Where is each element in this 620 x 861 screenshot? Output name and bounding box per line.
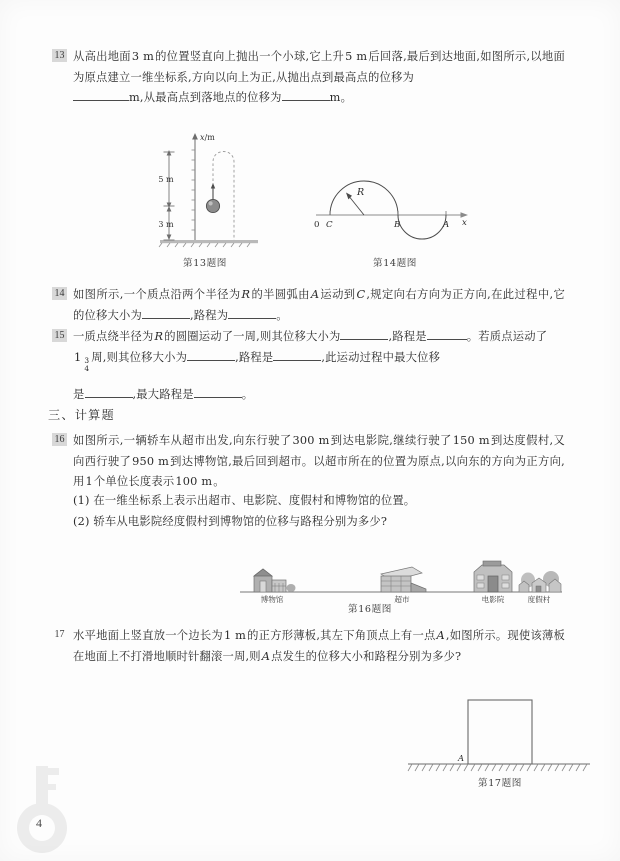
building-museum [254,569,296,592]
label-point-A: A [458,753,465,763]
figure-17 [404,692,594,774]
axis-label-x-m: x/m [200,133,215,142]
p16-text-b: 到达电影院,继续行驶了 [330,434,452,447]
axis-point-ticks [330,211,446,215]
p17-text-c: ,如图所示。现使该薄板在地面上不打滑地顺时针翻滚一周,则 [73,629,566,663]
p17-text-a: 水平地面上竖直放一个边长为 [73,629,223,642]
figure-16-caption: 第16题图 [348,604,392,615]
p15-last-a: 是 [73,388,85,401]
p14-text-b: 的半圆弧由 [251,288,310,301]
label-5m: 5 m [158,175,174,184]
problem-15 [52,327,565,374]
figure-13-caption: 第13题图 [183,258,227,269]
velocity-arrowhead [211,183,215,189]
figure-14-svg [310,175,480,253]
axis-ticks [192,150,196,230]
p15-answer-blank-4[interactable] [273,360,321,361]
label-supermarket: 超市 [394,595,410,604]
label-resort: 度假村 [527,595,551,604]
p15-answer-blank-6[interactable] [194,397,242,398]
p14-text-f: 。 [276,308,288,322]
ball [206,199,219,212]
p15-answer-blank-3[interactable] [187,360,235,361]
p15-text-d: 。若质点运动了 [466,330,548,343]
p16-value-950m: 950 m [132,454,170,468]
problem-17-text [73,626,565,667]
ground-hatching [159,243,250,247]
problem-13 [52,47,565,109]
p14-answer-blank-1[interactable] [142,318,190,319]
p15-text-e: 周,则其位移大小为 [91,350,188,364]
label-x: x [462,218,467,228]
problem-number-badge: 14 [52,287,67,300]
problem-number-badge: 15 [52,329,67,342]
p16-text-f: 。 [213,475,225,488]
p16-text-c: 到达度假村,又向西行驶了 [73,434,565,468]
p15-text-c: ,路程是 [388,330,427,343]
ground-hatching [408,764,587,771]
p16-value-150m: 150 m [452,434,490,447]
p13-value-5m: 5 m [345,50,368,63]
p17-symbol-A: A [436,629,445,642]
p15-answer-blank-5[interactable] [85,397,133,398]
building-cinema [474,561,512,592]
label-museum: 博物馆 [260,595,284,604]
problem-16-text [73,431,565,493]
p13-value-3m: 3 m [131,50,155,63]
p13-unit-2: m。 [329,91,353,104]
p14-text-e: ,路程为 [189,308,229,322]
p13-answer-blank-2[interactable] [282,100,330,101]
p15-fraction [82,357,91,374]
figure-17-caption: 第17题图 [478,778,522,789]
p13-answer-blank-1[interactable] [73,100,129,101]
label-R: R [357,187,365,198]
ground-bar [160,240,258,243]
axis-arrowhead [461,212,469,218]
label-B: B [394,220,401,230]
problem-number-badge: 17 [54,629,65,640]
figure-13 [150,128,260,250]
problem-13-text [73,47,565,109]
p16-value-1: 1 [85,475,93,488]
problem-16-sub-1: (1) 在一维坐标系上表示出超市、电影院、度假村和博物馆的位置。 [73,494,416,507]
figure-14 [310,175,480,253]
p13-text-b: 的位置竖直向上抛出一个小球,它上升 [155,50,345,63]
label-cinema: 电影院 [481,595,505,604]
p15-text-b: 的圆圈运动了一周,则其位移大小为 [164,330,341,343]
problem-14-text [73,285,565,326]
problem-16 [52,431,565,493]
p15-answer-blank-1[interactable] [340,339,388,340]
p14-symbol-R: R [241,288,251,301]
problem-number-badge: 16 [52,433,67,446]
axis-arrowhead [192,133,198,140]
p14-symbol-A: A [310,288,320,301]
trajectory-path [213,152,234,241]
fraction-denominator: 4 [84,364,90,374]
fraction-numerator: 3 [84,356,90,366]
p15-last-c: 。 [241,388,254,401]
p16-text-e: 个单位长度表示 [93,475,175,488]
problem-15-text [73,327,547,374]
p17-text-b: 的正方形薄板,其左下角顶点上有一点 [247,629,436,642]
p14-symbol-C: C [356,288,366,301]
radius-line [348,195,364,215]
p15-mixed-int: 1 [74,350,82,364]
page-number: 4 [36,816,42,830]
building-supermarket [381,567,426,592]
p17-symbol-A2: A [261,649,271,663]
p16-text-a: 如图所示,一辆轿车从超市出发,向东行驶了 [73,434,292,447]
label-A: A [443,220,450,230]
lower-arc [398,215,446,239]
p15-symbol-R: R [154,330,164,343]
label-C: C [326,220,333,230]
p16-value-100m: 100 m [175,475,213,488]
p15-answer-blank-2[interactable] [427,339,467,340]
p16-text-d: 到达博物馆,最后回到超市。以超市所在的位置为原点,以向东的方向为正方向,用 [73,454,565,488]
p17-text-d: 点发生的位移大小和路程分别为多少? [271,649,462,663]
section-heading: 三、计算题 [48,408,115,422]
figure-13-svg [150,128,260,250]
figure-16 [236,552,566,604]
p14-text-d: ,规定向右方向为正方向,在此过程中,它的位移大小为 [73,288,566,322]
p15-last-b: ,最大路程是 [132,388,194,401]
problem-17 [52,626,565,667]
problem-14 [52,285,565,326]
figure-17-svg [404,692,594,774]
label-3m: 3 m [158,220,174,229]
p15-text-a: 一质点绕半径为 [73,330,154,343]
problem-16-sub-2: (2) 轿车从电影院经度假村到博物馆的位移与路程分别为多少? [73,515,388,528]
problem-15-last-line [73,386,253,402]
p13-text-a: 从高出地面 [73,50,131,63]
p13-unit-1: m,从最高点到落地点的位移为 [129,91,282,104]
figure-16-svg [236,552,566,604]
p14-text-a: 如图所示,一个质点沿两个半径为 [73,288,241,301]
p17-value-1m: 1 m [223,629,247,642]
p14-text-c: 运动到 [320,288,356,301]
figure-14-caption: 第14题图 [373,258,417,269]
p15-text-f: ,路程是 [235,350,274,364]
p13-text-c: 后回落,最后到达地面,如图所示,以地面为原点建立一维坐标系,方向以向上为正,从抛出点到最高点的位移为 [73,50,566,84]
p15-text-g: ,此运动过程中最大位移 [321,350,441,364]
p16-value-300m: 300 m [292,434,330,447]
label-0: 0 [314,220,320,230]
square-plate [468,700,532,764]
building-resort [519,571,561,592]
p14-answer-blank-2[interactable] [228,318,276,319]
problem-number-badge: 13 [52,49,67,62]
key-watermark-icon [6,766,80,858]
ball-highlight [209,201,213,205]
